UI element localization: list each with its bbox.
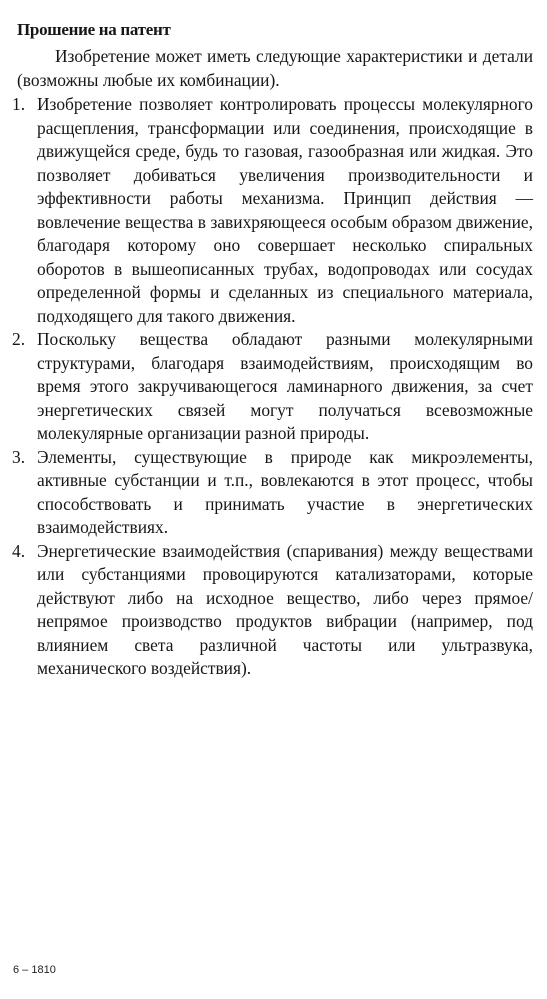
list-item xyxy=(12,446,533,540)
section-heading: Прошение на патент xyxy=(17,20,171,39)
list-item xyxy=(12,540,533,681)
list-item-number: 3. xyxy=(12,446,26,467)
list-item xyxy=(12,93,533,328)
list-item-number: 1. xyxy=(12,94,26,114)
list-item-number: 4. xyxy=(12,540,26,561)
list-item-number: 2. xyxy=(12,329,26,349)
list-item-text: Энергетические взаимодействия (спаривания) между веществами или субстанциями провоцируются катализаторами, которые действуют либо на исходное вещество, либо через прямое/непрямое производство продуктов вибрации (например, под влиянием света различной частоты или ультразвука, механического воздействия). xyxy=(37,540,533,678)
list-item-text: Элементы, существующие в природе как микроэлементы, активные субстанции и т.п., вовлекаются в этот процесс, чтобы способствовать и принимать участие в энергетических взаимодействиях. xyxy=(37,446,533,537)
list-item-text: Поскольку вещества обладают разными молекулярными структурами, благодаря взаимодействиям, происходящим во время этого закручивающегося ламинарного движения, за счет энергетических связей могут получаться всевозможные молекулярные организации разной природы. xyxy=(37,329,533,443)
intro-paragraph: Изобретение может иметь следующие характеристики и детали (возможны любые их комбинации). xyxy=(17,46,533,90)
list-item-text: Изобретение позволяет контролировать процессы молекулярного расщепления, трансформации или соединения, происходящие в движущейся среде, будь то газовая, газообразная или жидкая. Это позволяет добиваться увеличения производительности и эффективности работы механизма. Принцип действия — вовлечение вещества в завихряющееся особым образом движение, благодаря которому оно совершает несколько спиральных оборотов в вышеописанных трубах, водопроводах или сосудах определенной формы и сделанных из специального материала, подходящего для такого движения. xyxy=(37,94,533,326)
list-item xyxy=(12,328,533,446)
printer-signature-mark: 6 – 1810 xyxy=(13,964,56,976)
numbered-list xyxy=(12,93,533,681)
